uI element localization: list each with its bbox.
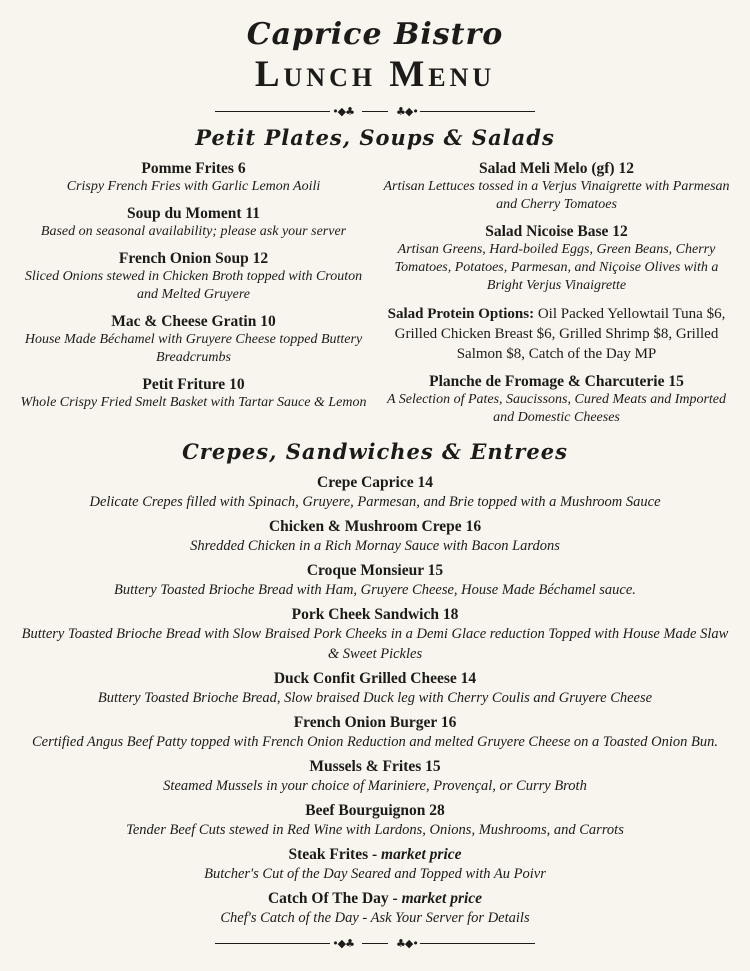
restaurant-name: Caprice Bistro (246, 17, 504, 52)
item-description: Sliced Onions stewed in Chicken Broth topped with Crouton and Melted Gruyere (24, 269, 363, 302)
item-title (379, 160, 734, 178)
item-description: Shredded Chicken in a Rich Mornay Sauce with Bacon Lardons (190, 538, 560, 554)
item-title (16, 250, 371, 268)
item-name: French Onion Burger (293, 714, 437, 731)
divider-rule (420, 943, 535, 944)
item-price: 18 (442, 606, 459, 623)
item-price: 15 (668, 373, 684, 390)
item-title (16, 562, 734, 580)
item-name: Salad Nicoise Base (485, 223, 609, 240)
item-title (16, 802, 734, 820)
menu-note (379, 304, 734, 364)
entrees-list (0, 474, 750, 928)
item-description: Delicate Crepes filled with Spinach, Gruyere, Parmesan, and Brie topped with a Mushroom Sauce (89, 494, 661, 510)
item-description: Crispy French Fries with Garlic Lemon Aoili (66, 179, 321, 194)
menu-item (16, 846, 734, 884)
item-price: 12 (612, 223, 628, 240)
note-text: Oil Packed Yellowtail Tuna $6, Grilled Chicken Breast $6, Grilled Shrimp $8, Grilled Salmon $8, Catch of the Day MP (394, 306, 726, 362)
menu-item (16, 250, 371, 304)
item-price: 10 (229, 376, 245, 393)
petit-plates-columns (0, 160, 750, 436)
item-price: 10 (260, 313, 276, 330)
divider-rule (420, 111, 535, 112)
item-price: 14 (417, 474, 433, 491)
divider-dash (362, 943, 388, 944)
menu-item (16, 890, 734, 928)
item-title (16, 160, 371, 178)
item-price: 12 (252, 250, 269, 267)
menu-item (16, 562, 734, 600)
item-name: Mac & Cheese Gratin (111, 313, 257, 330)
menu-item (16, 205, 371, 241)
item-name: Crepe Caprice (317, 474, 414, 491)
item-description: House Made Béchamel with Gruyere Cheese topped Buttery Breadcrumbs (24, 332, 363, 365)
item-description: A Selection of Pates, Saucissons, Cured Meats and Imported and Domestic Cheeses (386, 392, 727, 425)
item-title (379, 223, 734, 241)
item-price: 28 (429, 802, 445, 819)
salad-protein-options-note (379, 304, 734, 364)
item-description: Buttery Toasted Brioche Bread with Slow Braised Pork Cheeks in a Demi Glace reduction Topped with House Made Slaw & Sweet Pickles (21, 626, 729, 662)
divider-dash (362, 111, 388, 112)
item-price: 12 (618, 160, 634, 177)
item-description: Based on seasonal availability; please ask your server (40, 224, 347, 239)
item-title: Catch Of The Day - market price (267, 890, 483, 907)
item-name: Chicken & Mushroom Crepe (268, 518, 462, 535)
item-price: 16 (465, 518, 482, 535)
item-price: 15 (425, 758, 441, 775)
menu-item (16, 376, 371, 412)
item-name: Planche de Fromage & Charcuterie (429, 373, 665, 390)
item-price: market price (381, 846, 462, 863)
item-price: 14 (460, 670, 477, 687)
menu-item (16, 670, 734, 708)
section-title-entrees: Crepes, Sandwiches & Entrees (182, 439, 568, 464)
ornamental-divider-top (215, 104, 535, 118)
menu-item (16, 758, 734, 796)
menu-item (16, 474, 734, 512)
item-name: Soup du Moment (126, 205, 242, 222)
item-name: Duck Confit Grilled Cheese (273, 670, 457, 687)
item-price: 11 (245, 205, 261, 222)
menu-item (16, 606, 734, 664)
menu-item (16, 802, 734, 840)
menu-item (379, 223, 734, 295)
item-description: Buttery Toasted Brioche Bread, Slow braised Duck leg with Cherry Coulis and Gruyere Cheese (97, 690, 653, 706)
item-title (16, 313, 371, 331)
menu-item (16, 313, 371, 367)
item-name: Catch Of The Day (267, 890, 389, 907)
item-name: Beef Bourguignon (305, 802, 426, 819)
item-name: Mussels & Frites (309, 758, 422, 775)
item-name: Steak Frites (288, 846, 369, 863)
item-price: 16 (440, 714, 457, 731)
item-title (16, 205, 371, 223)
menu-item (379, 160, 734, 214)
item-title: Steak Frites - market price (288, 846, 462, 863)
item-title (16, 714, 734, 732)
menu-item (16, 160, 371, 196)
item-description: Tender Beef Cuts stewed in Red Wine with Lardons, Onions, Mushrooms, and Carrots (126, 822, 624, 838)
petit-plates-right-column (375, 160, 738, 436)
item-name: Petit Friture (142, 376, 226, 393)
item-title (16, 518, 734, 536)
item-price: 15 (427, 562, 444, 579)
item-price: 6 (237, 160, 246, 177)
menu-item (16, 518, 734, 556)
fleuron-icon: •◆♣ (332, 936, 354, 950)
fleuron-icon: ♣◆• (396, 104, 418, 118)
item-name: Pomme Frites (141, 160, 234, 177)
item-description: Whole Crispy Fried Smelt Basket with Tartar Sauce & Lemon (20, 395, 367, 410)
item-name: Salad Meli Melo (gf) (479, 160, 615, 177)
item-description: Artisan Lettuces tossed in a Verjus Vinaigrette with Parmesan and Cherry Tomatoes (383, 179, 730, 212)
item-name: French Onion Soup (118, 250, 249, 267)
item-description: Butcher's Cut of the Day Seared and Topped with Au Poivr (204, 866, 546, 882)
item-title (16, 376, 371, 394)
menu-title: Lunch Menu (254, 54, 496, 95)
item-description: Chef's Catch of the Day - Ask Your Server for Details (220, 910, 530, 926)
menu-item (379, 373, 734, 427)
item-name: Pork Cheek Sandwich (291, 606, 439, 623)
item-title (379, 373, 734, 391)
item-price: market price (401, 890, 483, 907)
note-lead: Salad Protein Options: (387, 306, 535, 322)
divider-rule (215, 943, 330, 944)
ornamental-divider-bottom (215, 936, 535, 950)
item-name: Croque Monsieur (306, 562, 424, 579)
item-title (16, 670, 734, 688)
item-title (16, 758, 734, 776)
fleuron-icon: ♣◆• (396, 936, 418, 950)
section-title-petit-plates: Petit Plates, Soups & Salads (195, 125, 555, 150)
fleuron-icon: •◆♣ (332, 104, 354, 118)
item-description: Artisan Greens, Hard-boiled Eggs, Green Beans, Cherry Tomatoes, Potatoes, Parmesan, and Niçoise Olives with a Bright Verjus Vinaigrette (394, 242, 719, 293)
item-title (16, 606, 734, 624)
item-description: Steamed Mussels in your choice of Mariniere, Provençal, or Curry Broth (163, 778, 587, 794)
menu-item (16, 714, 734, 752)
petit-plates-left-column (12, 160, 375, 436)
item-title (16, 474, 734, 492)
item-description: Buttery Toasted Brioche Bread with Ham, Gruyere Cheese, House Made Béchamel sauce. (114, 582, 636, 598)
item-description: Certified Angus Beef Patty topped with French Onion Reduction and melted Gruyere Cheese on a Toasted Onion Bun. (32, 734, 718, 750)
divider-rule (215, 111, 330, 112)
